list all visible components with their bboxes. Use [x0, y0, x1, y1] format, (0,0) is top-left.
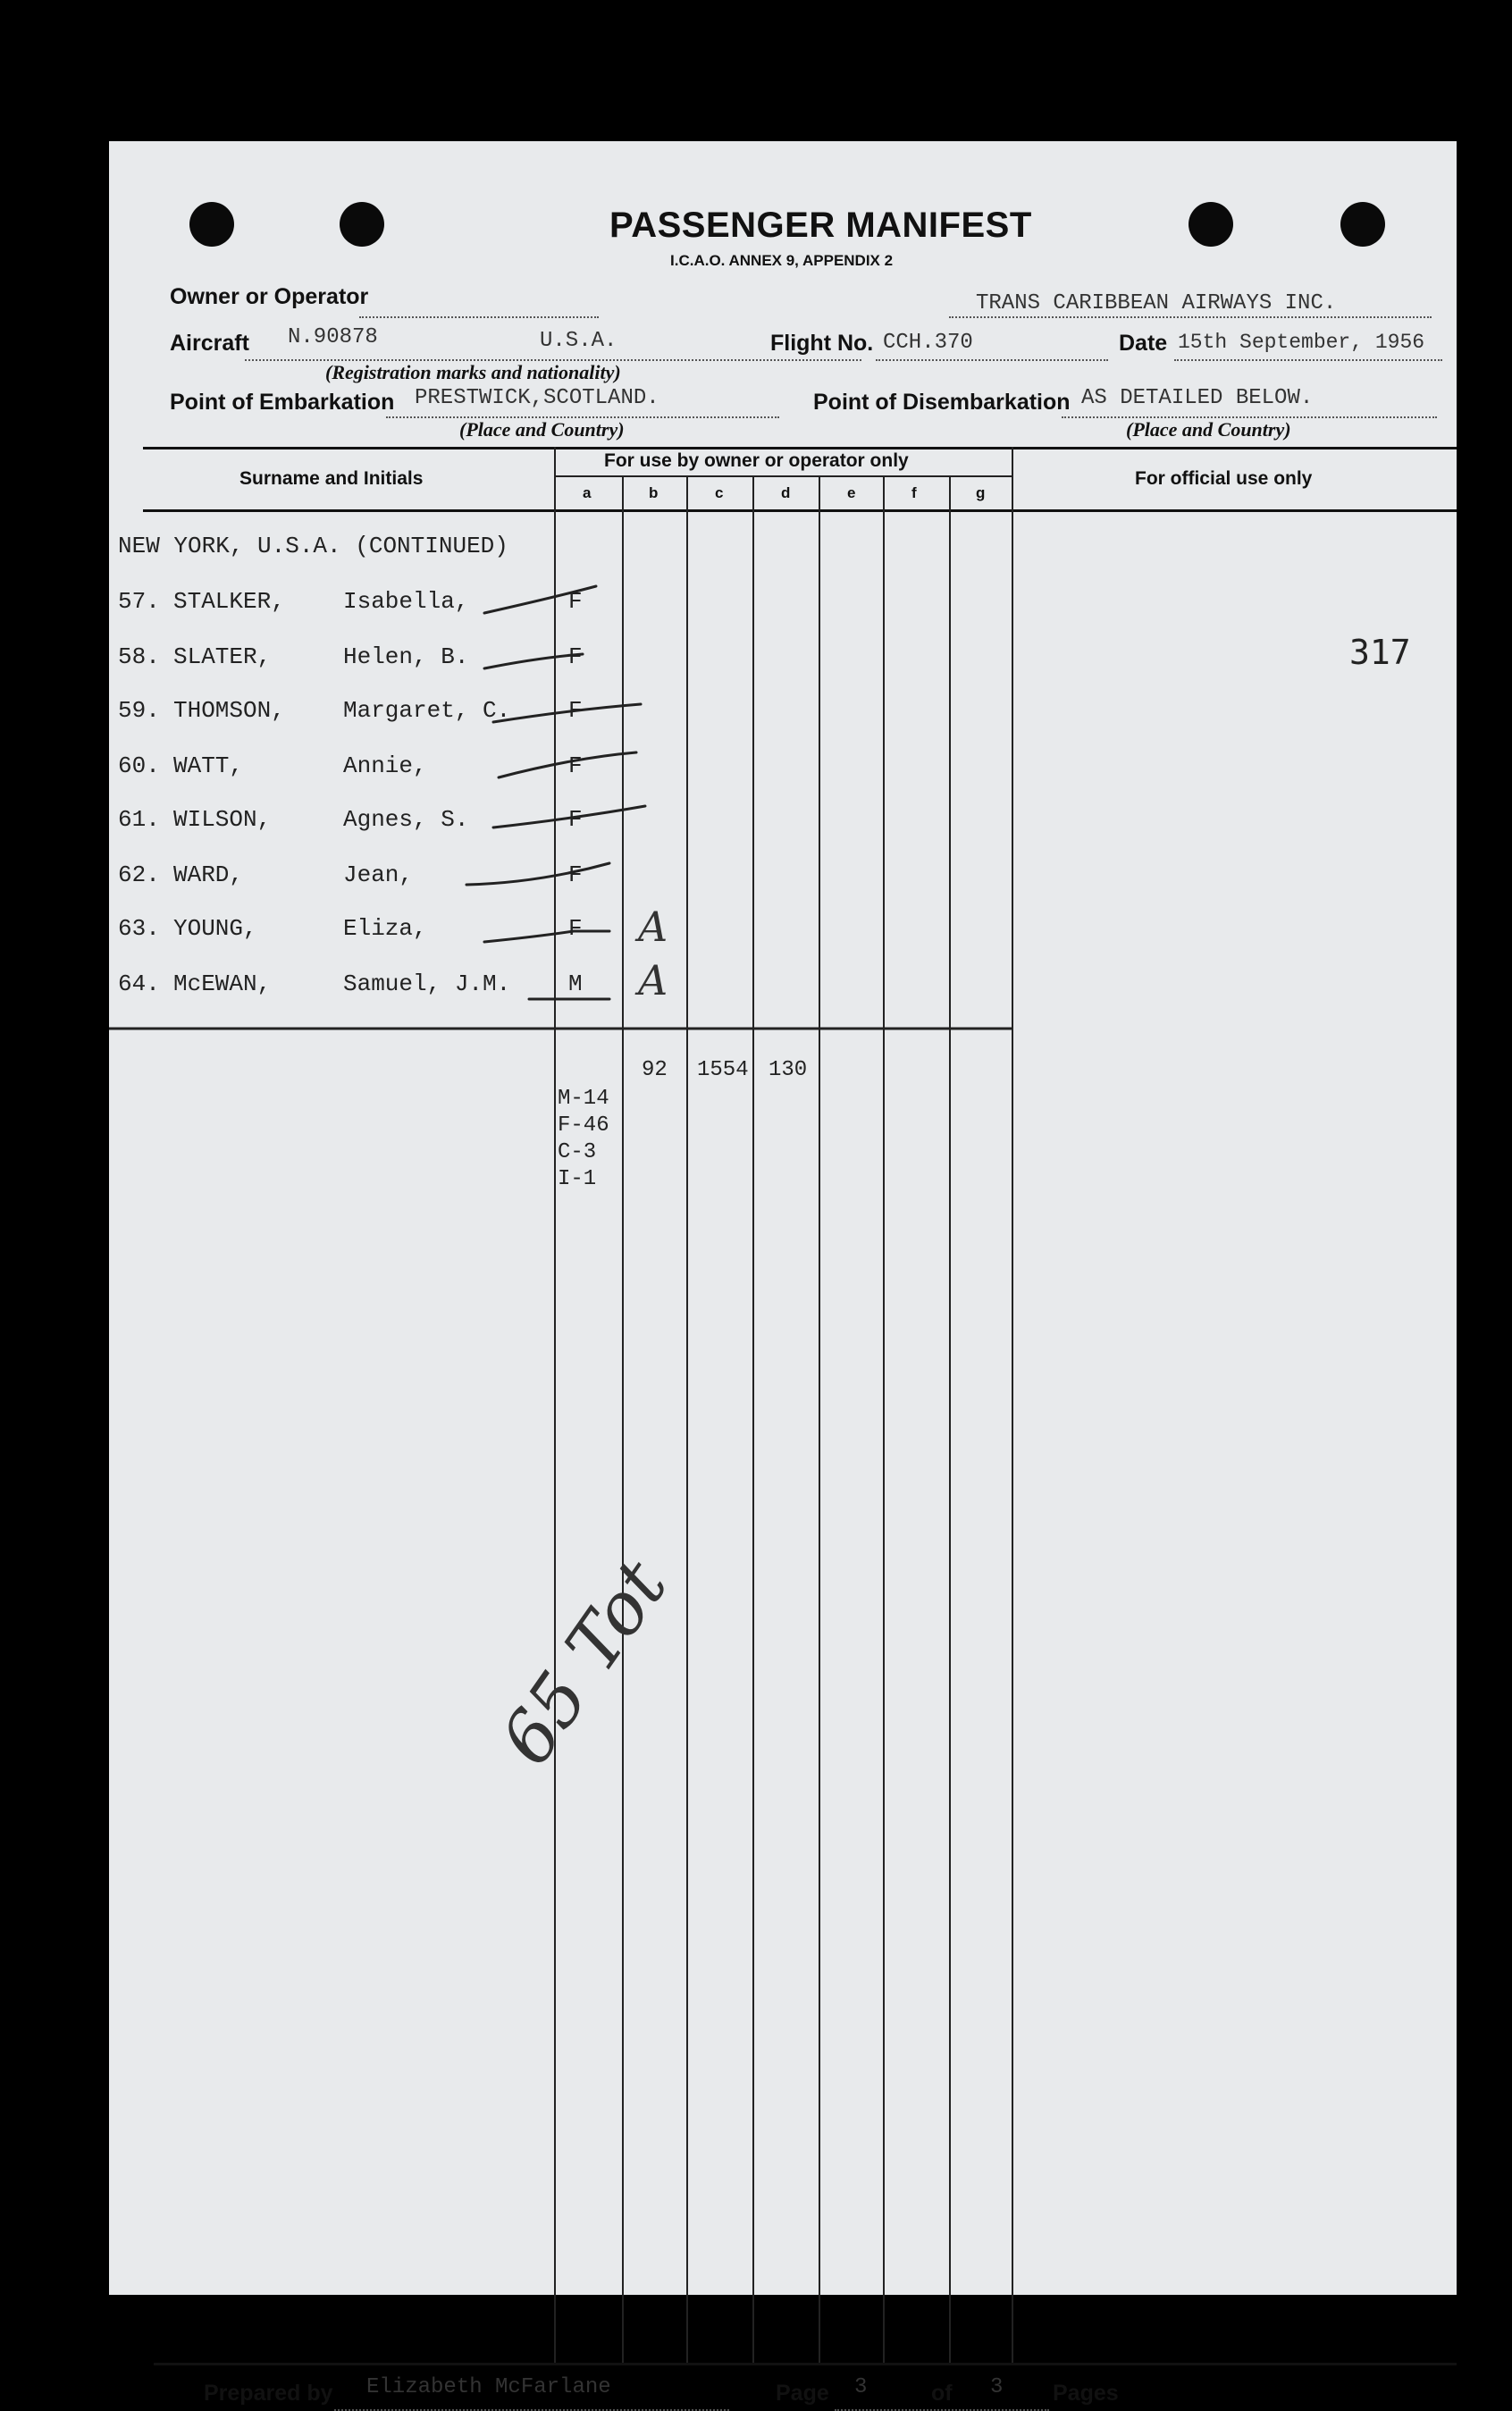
row-col-a: F — [568, 806, 583, 833]
embarkation-note: (Place and Country) — [459, 418, 625, 441]
total-c: 1554 — [697, 1058, 749, 1082]
row-number: 62. — [118, 861, 160, 888]
prepared-by-value: Elizabeth McFarlane — [366, 2375, 611, 2399]
section-heading: NEW YORK, U.S.A. (CONTINUED) — [118, 533, 508, 559]
row-surname: WARD, — [173, 861, 244, 888]
row-given-name: Helen, B. — [343, 643, 469, 670]
row-surname: WATT, — [173, 752, 244, 779]
col-header-a: a — [583, 484, 592, 501]
row-col-b: A — [638, 956, 668, 1004]
row-col-a: F — [568, 861, 583, 888]
row-number: 61. — [118, 806, 160, 833]
col-header-f: f — [911, 484, 917, 501]
aircraft-label: Aircraft — [170, 331, 249, 356]
official-use-number: 317 — [1349, 633, 1411, 672]
owner-value: TRANS CARIBBEAN AIRWAYS INC. — [976, 291, 1337, 315]
row-surname: SLATER, — [173, 643, 272, 670]
handwritten-note: 65 Tot — [484, 1545, 684, 1780]
row-col-a: F — [568, 752, 583, 779]
row-col-a: F — [568, 588, 583, 615]
col-header-c: c — [715, 484, 724, 501]
row-surname: STALKER, — [173, 588, 285, 615]
row-col-a: F — [568, 697, 583, 724]
owner-label: Owner or Operator — [170, 284, 369, 309]
row-surname: YOUNG, — [173, 915, 257, 942]
row-number: 59. — [118, 697, 160, 724]
row-given-name: Jean, — [343, 861, 414, 888]
disembarkation-value: AS DETAILED BELOW. — [1081, 386, 1314, 410]
row-surname: McEWAN, — [173, 970, 272, 997]
col-header-b: b — [649, 484, 659, 501]
col-header-d: d — [781, 484, 791, 501]
disembarkation-note: (Place and Country) — [1126, 418, 1291, 441]
row-given-name: Agnes, S. — [343, 806, 469, 833]
row-col-b: A — [638, 903, 668, 951]
total-a-male: M-14 — [558, 1087, 609, 1111]
row-given-name: Eliza, — [343, 915, 427, 942]
row-number: 58. — [118, 643, 160, 670]
page-title: PASSENGER MANIFEST — [609, 206, 1032, 245]
row-given-name: Isabella, — [343, 588, 469, 615]
name-column-header: Surname and Initials — [239, 468, 424, 489]
row-number: 64. — [118, 970, 160, 997]
page-label: Page — [776, 2381, 829, 2406]
manifest-page — [109, 141, 1457, 2406]
embarkation-value: PRESTWICK,SCOTLAND. — [415, 386, 659, 410]
flight-value: CCH.370 — [883, 331, 973, 355]
date-value: 15th September, 1956 — [1178, 331, 1425, 354]
row-col-a: F — [568, 643, 583, 670]
page-value: 3 — [854, 2375, 868, 2399]
col-header-e: e — [847, 484, 856, 501]
handwritten-strikes — [109, 141, 1457, 1124]
footer-rule — [154, 2363, 1457, 2365]
row-given-name: Samuel, J.M. — [343, 970, 511, 997]
total-a-children: C-3 — [558, 1140, 597, 1164]
row-given-name: Annie, — [343, 752, 427, 779]
total-a-infants: I-1 — [558, 1167, 597, 1191]
pages-label: Pages — [1053, 2381, 1119, 2406]
row-col-a: M — [568, 970, 583, 997]
flight-label: Flight No. — [770, 331, 874, 356]
total-a-female: F-46 — [558, 1113, 609, 1138]
of-label: of — [931, 2381, 953, 2406]
embarkation-label: Point of Embarkation — [170, 390, 395, 415]
row-given-name: Margaret, C. — [343, 697, 511, 724]
of-value: 3 — [990, 2375, 1004, 2399]
nationality-value: U.S.A. — [540, 329, 617, 353]
total-b: 92 — [642, 1058, 668, 1082]
row-surname: THOMSON, — [173, 697, 285, 724]
page-subtitle: I.C.A.O. ANNEX 9, APPENDIX 2 — [670, 252, 894, 269]
date-label: Date — [1119, 331, 1168, 356]
row-number: 63. — [118, 915, 160, 942]
registration-note: (Registration marks and nationality) — [325, 361, 621, 383]
disembarkation-label: Point of Disembarkation — [813, 390, 1071, 415]
col-header-g: g — [976, 484, 986, 501]
official-use-header: For official use only — [1135, 468, 1313, 489]
owner-use-header: For use by owner or operator only — [604, 450, 909, 471]
total-d: 130 — [769, 1058, 808, 1082]
row-col-a: F — [568, 915, 583, 942]
row-number: 57. — [118, 588, 160, 615]
row-number: 60. — [118, 752, 160, 779]
prepared-by-label: Prepared by — [204, 2381, 333, 2406]
aircraft-value: N.90878 — [288, 325, 378, 349]
row-surname: WILSON, — [173, 806, 272, 833]
